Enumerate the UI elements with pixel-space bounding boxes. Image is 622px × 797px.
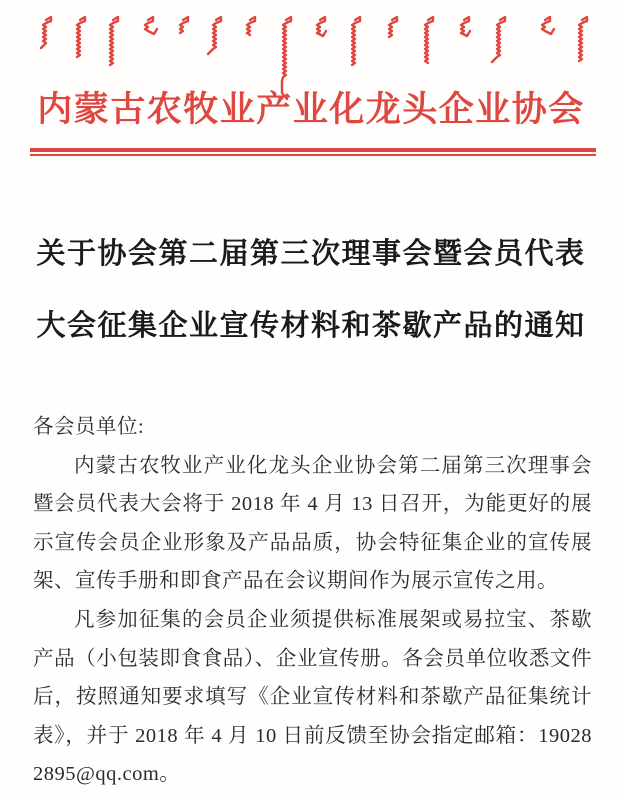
notice-title-line1: 关于协会第二届第三次理事会暨会员代表 (36, 238, 586, 270)
body-paragraph-2: 凡参加征集的会员企业须提供标准展架或易拉宝、茶歇产品（小包装即食食品）、企业宣传册。各会员单位收悉文件后，按照通知要求填写《企业宣传材料和茶歇产品征集统计表》，并于 2018 年 4 月 10 日前反馈至协会指定邮箱：190282895@qq.com。 (33, 608, 592, 786)
body-paragraph-1: 内蒙古农牧业产业化龙头企业协会第二届第三次理事会暨会员代表大会将于 2018 年 4 月 13 日召开，为能更好的展示宣传会员企业形象及产品品质，协会特征集企业的宣传展架、宣传手册和即食产品在会议期间作为展示宣传之用。 (33, 454, 592, 593)
rule-thin-line (30, 154, 596, 156)
salutation: 各会员单位: (33, 416, 145, 438)
notice-title-line2: 大会征集企业宣传材料和茶歇产品的通知 (36, 310, 586, 342)
rule-thick-line (30, 148, 596, 152)
letterhead-double-rule (30, 148, 596, 156)
org-name: 内蒙古农牧业产业化龙头企业协会 (37, 90, 585, 129)
notice-body (33, 408, 592, 794)
